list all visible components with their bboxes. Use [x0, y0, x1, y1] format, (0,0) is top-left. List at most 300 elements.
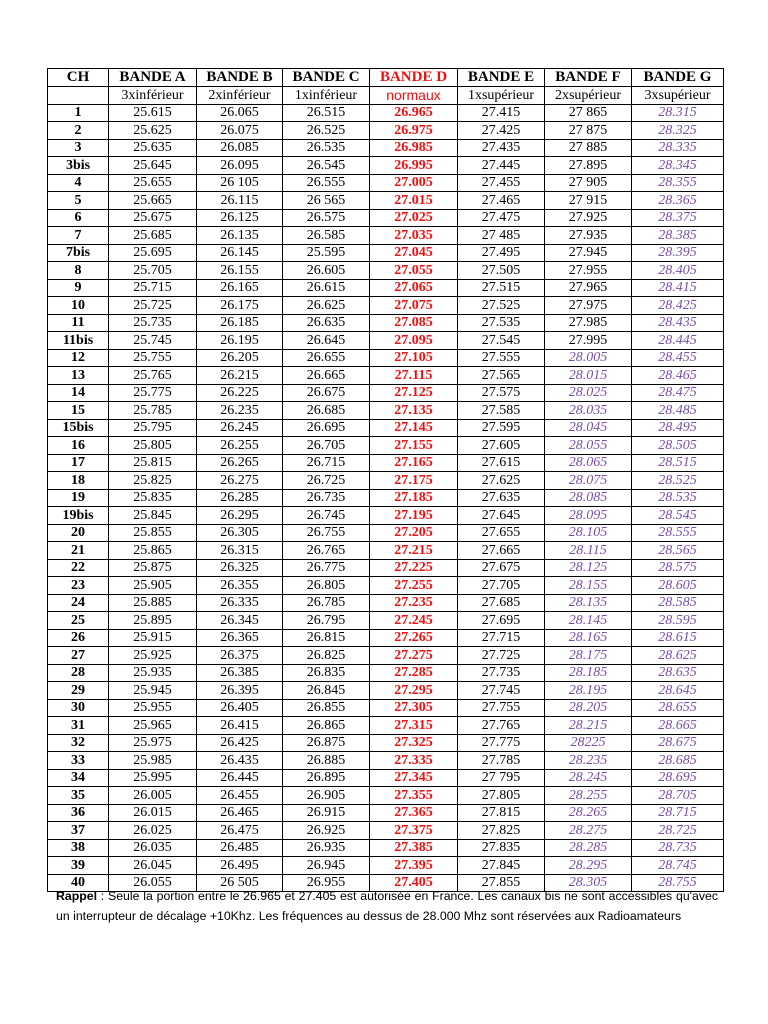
- cell-bande-f: 28.035: [545, 402, 632, 420]
- cell-bande-g: 28.415: [632, 279, 724, 297]
- cell-ch: 28: [48, 664, 109, 682]
- cell-ch: 6: [48, 209, 109, 227]
- cell-bande-c: 26.545: [283, 157, 370, 175]
- cell-bande-f: 28.085: [545, 489, 632, 507]
- cell-bande-c: 25.595: [283, 244, 370, 262]
- cell-bande-d: 27.325: [370, 734, 458, 752]
- cell-bande-f: 28.275: [545, 822, 632, 840]
- cell-bande-e: 27.715: [458, 629, 545, 647]
- cell-ch: 23: [48, 577, 109, 595]
- cell-bande-b: 26.375: [197, 647, 283, 665]
- cell-bande-a: 25.635: [109, 139, 197, 157]
- table-row: [48, 122, 724, 140]
- cell-bande-b: 26.225: [197, 384, 283, 402]
- cell-bande-d: 27.315: [370, 717, 458, 735]
- cell-bande-d: 27.345: [370, 769, 458, 787]
- cell-bande-b: 26.255: [197, 437, 283, 455]
- table-row: [48, 857, 724, 875]
- cell-bande-a: 25.895: [109, 612, 197, 630]
- cell-bande-f: 28.125: [545, 559, 632, 577]
- cell-ch: 37: [48, 822, 109, 840]
- subheader-bande-c: 1xinférieur: [283, 87, 370, 105]
- cell-bande-g: 28.545: [632, 507, 724, 525]
- cell-ch: 14: [48, 384, 109, 402]
- reminder-note: [56, 887, 718, 926]
- cell-bande-a: 25.855: [109, 524, 197, 542]
- cell-bande-g: 28.575: [632, 559, 724, 577]
- table-row: [48, 174, 724, 192]
- cell-bande-c: 26.705: [283, 437, 370, 455]
- cell-bande-b: 26.315: [197, 542, 283, 560]
- cell-bande-e: 27.575: [458, 384, 545, 402]
- cell-bande-b: 26.065: [197, 104, 283, 122]
- cell-bande-f: 28.145: [545, 612, 632, 630]
- cell-bande-d: 27.135: [370, 402, 458, 420]
- note-text: : Seule la portion entre le 26.965 et 27.405 est autorisée en France. Les canaux bis ne sont accessibles qu'avec un interrupteur de décalage +10Khz. Les fréquences au dessus de 28.000 Mhz sont réservées aux Radioamateurs: [56, 889, 718, 923]
- cell-bande-g: 28.425: [632, 297, 724, 315]
- cell-ch: 4: [48, 174, 109, 192]
- cell-bande-g: 28.685: [632, 752, 724, 770]
- cell-ch: 33: [48, 752, 109, 770]
- cell-bande-f: 28.265: [545, 804, 632, 822]
- cell-bande-d: 27.145: [370, 419, 458, 437]
- cell-bande-e: 27.505: [458, 262, 545, 280]
- cell-bande-d: 27.385: [370, 839, 458, 857]
- cell-bande-d: 27.175: [370, 472, 458, 490]
- table-row: [48, 489, 724, 507]
- cell-bande-c: 26.895: [283, 769, 370, 787]
- cell-ch: 27: [48, 647, 109, 665]
- cell-bande-f: 27 885: [545, 139, 632, 157]
- cell-bande-a: 25.815: [109, 454, 197, 472]
- cell-ch: 21: [48, 542, 109, 560]
- table-row: [48, 157, 724, 175]
- cell-ch: 26: [48, 629, 109, 647]
- cell-bande-b: 26.185: [197, 314, 283, 332]
- cell-bande-d: 27.015: [370, 192, 458, 210]
- cell-bande-e: 27.835: [458, 839, 545, 857]
- table-row: [48, 717, 724, 735]
- cell-bande-e: 27.605: [458, 437, 545, 455]
- cell-bande-c: 26.795: [283, 612, 370, 630]
- cell-bande-f: 28.305: [545, 874, 632, 892]
- cell-bande-c: 26.665: [283, 367, 370, 385]
- cell-bande-g: 28.625: [632, 647, 724, 665]
- table-row: [48, 787, 724, 805]
- cell-bande-d: 27.025: [370, 209, 458, 227]
- cell-bande-a: 26.015: [109, 804, 197, 822]
- cell-bande-d: 27.035: [370, 227, 458, 245]
- cell-bande-g: 28.555: [632, 524, 724, 542]
- cell-bande-c: 26.925: [283, 822, 370, 840]
- cell-ch: 30: [48, 699, 109, 717]
- table-row: [48, 804, 724, 822]
- cell-ch: 18: [48, 472, 109, 490]
- subheader-row: [48, 87, 724, 105]
- cell-bande-f: 28.205: [545, 699, 632, 717]
- cell-bande-a: 25.655: [109, 174, 197, 192]
- cell-bande-b: 26.495: [197, 857, 283, 875]
- table-row: [48, 594, 724, 612]
- cell-bande-c: 26.675: [283, 384, 370, 402]
- cell-bande-e: 27.415: [458, 104, 545, 122]
- subheader-bande-d: normaux: [370, 87, 458, 105]
- cell-bande-c: 26.805: [283, 577, 370, 595]
- cell-bande-c: 26.535: [283, 139, 370, 157]
- cell-bande-c: 26.615: [283, 279, 370, 297]
- cell-bande-f: 27.935: [545, 227, 632, 245]
- cell-bande-d: 27.045: [370, 244, 458, 262]
- cell-bande-g: 28.605: [632, 577, 724, 595]
- cell-bande-g: 28.745: [632, 857, 724, 875]
- cell-bande-c: 26.525: [283, 122, 370, 140]
- table-row: [48, 682, 724, 700]
- cell-bande-d: 27.285: [370, 664, 458, 682]
- cell-bande-g: 28.595: [632, 612, 724, 630]
- table-row: [48, 227, 724, 245]
- cell-bande-g: 28.355: [632, 174, 724, 192]
- table-row: [48, 402, 724, 420]
- table-body: [48, 104, 724, 892]
- cell-bande-e: 27.425: [458, 122, 545, 140]
- cell-bande-b: 26.305: [197, 524, 283, 542]
- table-row: [48, 297, 724, 315]
- cell-bande-g: 28.495: [632, 419, 724, 437]
- cell-bande-d: 27.205: [370, 524, 458, 542]
- table-row: [48, 647, 724, 665]
- cell-bande-f: 27.975: [545, 297, 632, 315]
- subheader-ch: [48, 87, 109, 105]
- cell-bande-c: 26.815: [283, 629, 370, 647]
- cell-bande-c: 26.905: [283, 787, 370, 805]
- cell-ch: 20: [48, 524, 109, 542]
- cell-ch: 22: [48, 559, 109, 577]
- cell-bande-e: 27.445: [458, 157, 545, 175]
- cell-bande-a: 25.945: [109, 682, 197, 700]
- cell-bande-f: 27.995: [545, 332, 632, 350]
- cell-ch: 34: [48, 769, 109, 787]
- cell-bande-a: 25.665: [109, 192, 197, 210]
- cell-bande-d: 27.065: [370, 279, 458, 297]
- cell-bande-b: 26.355: [197, 577, 283, 595]
- cell-bande-e: 27.775: [458, 734, 545, 752]
- cell-bande-g: 28.735: [632, 839, 724, 857]
- table-row: [48, 244, 724, 262]
- cell-bande-f: 28225: [545, 734, 632, 752]
- cell-bande-a: 25.755: [109, 349, 197, 367]
- cell-bande-e: 27.675: [458, 559, 545, 577]
- table-row: [48, 367, 724, 385]
- table-row: [48, 577, 724, 595]
- cell-bande-e: 27.625: [458, 472, 545, 490]
- cell-bande-g: 28.475: [632, 384, 724, 402]
- cell-bande-e: 27 485: [458, 227, 545, 245]
- cell-bande-f: 28.155: [545, 577, 632, 595]
- cell-bande-b: 26.155: [197, 262, 283, 280]
- cell-bande-b: 26 505: [197, 874, 283, 892]
- cell-bande-a: 25.995: [109, 769, 197, 787]
- table-row: [48, 139, 724, 157]
- cell-bande-f: 27.985: [545, 314, 632, 332]
- cell-bande-a: 25.645: [109, 157, 197, 175]
- cell-bande-f: 28.135: [545, 594, 632, 612]
- cell-bande-f: 28.005: [545, 349, 632, 367]
- cell-bande-g: 28.715: [632, 804, 724, 822]
- cell-bande-a: 25.865: [109, 542, 197, 560]
- cell-bande-b: 26.465: [197, 804, 283, 822]
- cell-bande-c: 26.655: [283, 349, 370, 367]
- cell-bande-a: 25.835: [109, 489, 197, 507]
- cell-bande-c: 26.775: [283, 559, 370, 577]
- cell-bande-d: 27.165: [370, 454, 458, 472]
- cell-bande-c: 26.725: [283, 472, 370, 490]
- cell-bande-d: 27.245: [370, 612, 458, 630]
- cell-bande-b: 26.245: [197, 419, 283, 437]
- cell-bande-e: 27.585: [458, 402, 545, 420]
- table-row: [48, 262, 724, 280]
- cell-bande-f: 28.295: [545, 857, 632, 875]
- cell-bande-d: 27.275: [370, 647, 458, 665]
- cell-bande-a: 25.685: [109, 227, 197, 245]
- cell-ch: 7: [48, 227, 109, 245]
- cell-bande-a: 25.725: [109, 297, 197, 315]
- cell-bande-f: 27.955: [545, 262, 632, 280]
- header-bande-a: BANDE A: [109, 69, 197, 87]
- cell-bande-b: 26.385: [197, 664, 283, 682]
- cell-bande-c: 26.585: [283, 227, 370, 245]
- cell-bande-g: 28.335: [632, 139, 724, 157]
- cell-bande-e: 27.435: [458, 139, 545, 157]
- table-row: [48, 769, 724, 787]
- cell-bande-c: 26.935: [283, 839, 370, 857]
- cell-bande-d: 27.085: [370, 314, 458, 332]
- cell-bande-g: 28.665: [632, 717, 724, 735]
- cell-bande-e: 27.755: [458, 699, 545, 717]
- cell-bande-e: 27.595: [458, 419, 545, 437]
- table-row: [48, 384, 724, 402]
- table-row: [48, 559, 724, 577]
- cell-bande-f: 28.045: [545, 419, 632, 437]
- cell-bande-a: 25.715: [109, 279, 197, 297]
- cell-bande-b: 26.445: [197, 769, 283, 787]
- cell-bande-f: 28.015: [545, 367, 632, 385]
- cell-bande-c: 26.745: [283, 507, 370, 525]
- cell-ch: 2: [48, 122, 109, 140]
- cell-ch: 38: [48, 839, 109, 857]
- cell-bande-g: 28.515: [632, 454, 724, 472]
- subheader-bande-f: 2xsupérieur: [545, 87, 632, 105]
- table-row: [48, 664, 724, 682]
- cell-ch: 39: [48, 857, 109, 875]
- cell-bande-e: 27.525: [458, 297, 545, 315]
- cell-bande-b: 26.415: [197, 717, 283, 735]
- cell-bande-g: 28.405: [632, 262, 724, 280]
- cell-bande-c: 26.635: [283, 314, 370, 332]
- cell-bande-b: 26.135: [197, 227, 283, 245]
- cell-bande-f: 28.255: [545, 787, 632, 805]
- cell-bande-d: 27.365: [370, 804, 458, 822]
- cell-bande-e: 27 795: [458, 769, 545, 787]
- cell-bande-d: 26.965: [370, 104, 458, 122]
- header-row: [48, 69, 724, 87]
- cell-bande-a: 25.915: [109, 629, 197, 647]
- cell-bande-b: 26.165: [197, 279, 283, 297]
- cell-bande-e: 27.665: [458, 542, 545, 560]
- cell-bande-e: 27.685: [458, 594, 545, 612]
- cell-bande-g: 28.485: [632, 402, 724, 420]
- cell-bande-g: 28.505: [632, 437, 724, 455]
- cell-bande-e: 27.695: [458, 612, 545, 630]
- table-row: [48, 507, 724, 525]
- cell-bande-e: 27.645: [458, 507, 545, 525]
- header-bande-f: BANDE F: [545, 69, 632, 87]
- cell-bande-a: 25.925: [109, 647, 197, 665]
- cell-ch: 31: [48, 717, 109, 735]
- cell-bande-f: 28.285: [545, 839, 632, 857]
- cell-bande-c: 26.865: [283, 717, 370, 735]
- cell-bande-c: 26.685: [283, 402, 370, 420]
- cell-bande-d: 27.115: [370, 367, 458, 385]
- cell-bande-d: 27.125: [370, 384, 458, 402]
- cell-bande-e: 27.855: [458, 874, 545, 892]
- cell-bande-b: 26.365: [197, 629, 283, 647]
- table-row: [48, 104, 724, 122]
- cell-bande-g: 28.675: [632, 734, 724, 752]
- cell-bande-b: 26.235: [197, 402, 283, 420]
- cell-bande-g: 28.755: [632, 874, 724, 892]
- subheader-bande-e: 1xsupérieur: [458, 87, 545, 105]
- cell-bande-g: 28.645: [632, 682, 724, 700]
- cell-bande-b: 26.175: [197, 297, 283, 315]
- cell-ch: 11: [48, 314, 109, 332]
- cell-bande-c: 26.695: [283, 419, 370, 437]
- table-row: [48, 437, 724, 455]
- frequency-table: [47, 68, 724, 892]
- cell-bande-b: 26.345: [197, 612, 283, 630]
- cell-bande-a: 25.955: [109, 699, 197, 717]
- cell-bande-g: 28.395: [632, 244, 724, 262]
- cell-bande-f: 27.965: [545, 279, 632, 297]
- cell-bande-g: 28.435: [632, 314, 724, 332]
- cell-bande-c: 26.755: [283, 524, 370, 542]
- cell-bande-a: 25.975: [109, 734, 197, 752]
- cell-ch: 16: [48, 437, 109, 455]
- header-bande-g: BANDE G: [632, 69, 724, 87]
- note-label: Rappel: [56, 889, 97, 903]
- cell-bande-a: 25.785: [109, 402, 197, 420]
- cell-bande-d: 27.075: [370, 297, 458, 315]
- cell-bande-b: 26.075: [197, 122, 283, 140]
- cell-bande-a: 25.765: [109, 367, 197, 385]
- cell-bande-a: 25.735: [109, 314, 197, 332]
- cell-bande-e: 27.515: [458, 279, 545, 297]
- cell-bande-d: 27.225: [370, 559, 458, 577]
- cell-ch: 32: [48, 734, 109, 752]
- cell-ch: 35: [48, 787, 109, 805]
- cell-bande-e: 27.535: [458, 314, 545, 332]
- cell-bande-b: 26.485: [197, 839, 283, 857]
- cell-bande-d: 27.335: [370, 752, 458, 770]
- cell-bande-g: 28.365: [632, 192, 724, 210]
- table-row: [48, 734, 724, 752]
- cell-bande-c: 26.835: [283, 664, 370, 682]
- cell-bande-b: 26.265: [197, 454, 283, 472]
- table-row: [48, 192, 724, 210]
- cell-bande-g: 28.535: [632, 489, 724, 507]
- table-row: [48, 279, 724, 297]
- cell-bande-d: 26.985: [370, 139, 458, 157]
- cell-ch: 3bis: [48, 157, 109, 175]
- cell-bande-e: 27.555: [458, 349, 545, 367]
- cell-bande-b: 26.205: [197, 349, 283, 367]
- cell-bande-c: 26.945: [283, 857, 370, 875]
- cell-bande-f: 27 875: [545, 122, 632, 140]
- cell-bande-d: 27.155: [370, 437, 458, 455]
- cell-bande-d: 27.095: [370, 332, 458, 350]
- cell-bande-f: 28.165: [545, 629, 632, 647]
- cell-bande-f: 28.235: [545, 752, 632, 770]
- cell-bande-g: 28.455: [632, 349, 724, 367]
- table-row: [48, 822, 724, 840]
- cell-bande-f: 27.925: [545, 209, 632, 227]
- cell-bande-a: 25.705: [109, 262, 197, 280]
- cell-bande-e: 27.455: [458, 174, 545, 192]
- cell-bande-e: 27.805: [458, 787, 545, 805]
- cell-bande-a: 26.035: [109, 839, 197, 857]
- cell-bande-a: 25.885: [109, 594, 197, 612]
- cell-bande-c: 26.845: [283, 682, 370, 700]
- cell-bande-b: 26.295: [197, 507, 283, 525]
- cell-bande-g: 28.315: [632, 104, 724, 122]
- cell-bande-d: 27.195: [370, 507, 458, 525]
- cell-bande-b: 26.125: [197, 209, 283, 227]
- cell-bande-f: 28.215: [545, 717, 632, 735]
- cell-bande-g: 28.615: [632, 629, 724, 647]
- cell-ch: 3: [48, 139, 109, 157]
- cell-bande-e: 27.705: [458, 577, 545, 595]
- cell-bande-f: 28.115: [545, 542, 632, 560]
- cell-bande-c: 26.735: [283, 489, 370, 507]
- cell-bande-c: 26.885: [283, 752, 370, 770]
- cell-bande-c: 26.955: [283, 874, 370, 892]
- cell-bande-b: 26.215: [197, 367, 283, 385]
- cell-bande-d: 27.235: [370, 594, 458, 612]
- cell-bande-a: 25.695: [109, 244, 197, 262]
- cell-bande-d: 27.255: [370, 577, 458, 595]
- cell-bande-f: 28.095: [545, 507, 632, 525]
- cell-bande-f: 28.245: [545, 769, 632, 787]
- cell-bande-e: 27.785: [458, 752, 545, 770]
- cell-bande-f: 28.175: [545, 647, 632, 665]
- cell-bande-g: 28.345: [632, 157, 724, 175]
- cell-bande-b: 26.095: [197, 157, 283, 175]
- cell-bande-d: 27.405: [370, 874, 458, 892]
- cell-ch: 17: [48, 454, 109, 472]
- cell-ch: 36: [48, 804, 109, 822]
- cell-bande-g: 28.725: [632, 822, 724, 840]
- table-row: [48, 419, 724, 437]
- cell-bande-f: 27.895: [545, 157, 632, 175]
- cell-bande-a: 25.775: [109, 384, 197, 402]
- cell-bande-a: 25.675: [109, 209, 197, 227]
- cell-bande-c: 26.915: [283, 804, 370, 822]
- cell-bande-g: 28.705: [632, 787, 724, 805]
- cell-ch: 13: [48, 367, 109, 385]
- cell-ch: 19bis: [48, 507, 109, 525]
- cell-bande-e: 27.765: [458, 717, 545, 735]
- cell-bande-c: 26.645: [283, 332, 370, 350]
- cell-bande-e: 27.495: [458, 244, 545, 262]
